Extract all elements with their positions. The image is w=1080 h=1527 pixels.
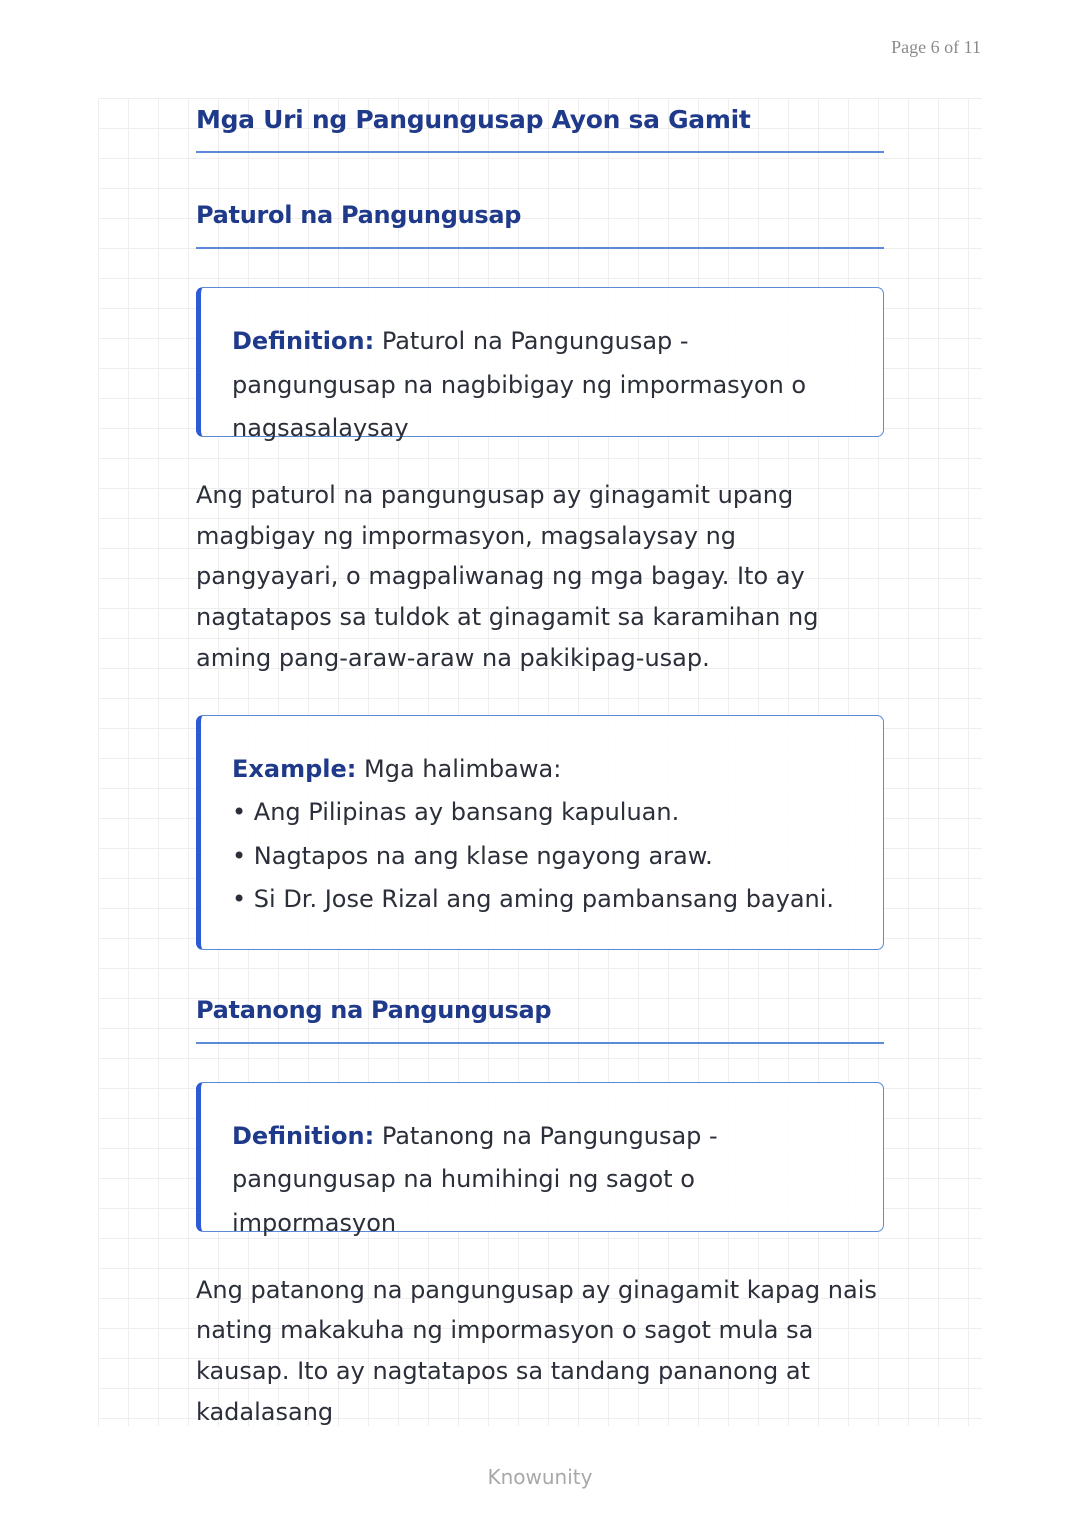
example-item: • Nagtapos na ang klase ngayong araw. — [232, 841, 713, 870]
page-title: Mga Uri ng Pangungusap Ayon sa Gamit — [196, 105, 884, 153]
example-item: • Ang Pilipinas ay bansang kapuluan. — [232, 798, 680, 827]
definition-box-patanong — [196, 1082, 884, 1237]
example-intro: Mga halimbawa: — [364, 754, 562, 783]
paragraph-patanong: Ang patanong na pangungusap ay ginagamit kapag nais nating makakuha ng impormasyon o sagot mula sa kausap. Ito ay nagtatapos sa tandang pananong at kadalasang — [196, 1275, 877, 1426]
example-label: Example: — [232, 754, 357, 783]
definition-text: Patanong na Pangungusap - pangungusap na humihingi ng sagot o impormasyon — [232, 1121, 718, 1237]
page-content — [196, 98, 884, 1432]
section-heading-patanong: Patanong na Pangungusap — [196, 995, 884, 1044]
definition-label: Definition: — [232, 1121, 375, 1150]
paragraph-paturol: Ang paturol na pangungusap ay ginagamit upang magbigay ng impormasyon, magsalaysay ng pangyayari, o magpaliwanag ng mga bagay. Ito ay nagtatapos sa tuldok at ginagamit sa karamihan ng aming pang-araw-araw na pakikipag-usap. — [196, 481, 819, 672]
definition-label: Definition: — [232, 327, 375, 355]
section-heading-paturol: Paturol na Pangungusap — [196, 200, 884, 249]
example-box-paturol — [196, 715, 884, 950]
example-item: • Si Dr. Jose Rizal ang aming pambansang bayani. — [232, 885, 835, 914]
definition-box-paturol — [196, 287, 884, 442]
page-indicator: Page 6 of 11 — [891, 37, 981, 57]
footer-brand: Knowunity — [487, 1465, 593, 1489]
definition-text: Paturol na Pangungusap - pangungusap na nagbibigay ng impormasyon o nagsasalaysay — [232, 327, 807, 442]
